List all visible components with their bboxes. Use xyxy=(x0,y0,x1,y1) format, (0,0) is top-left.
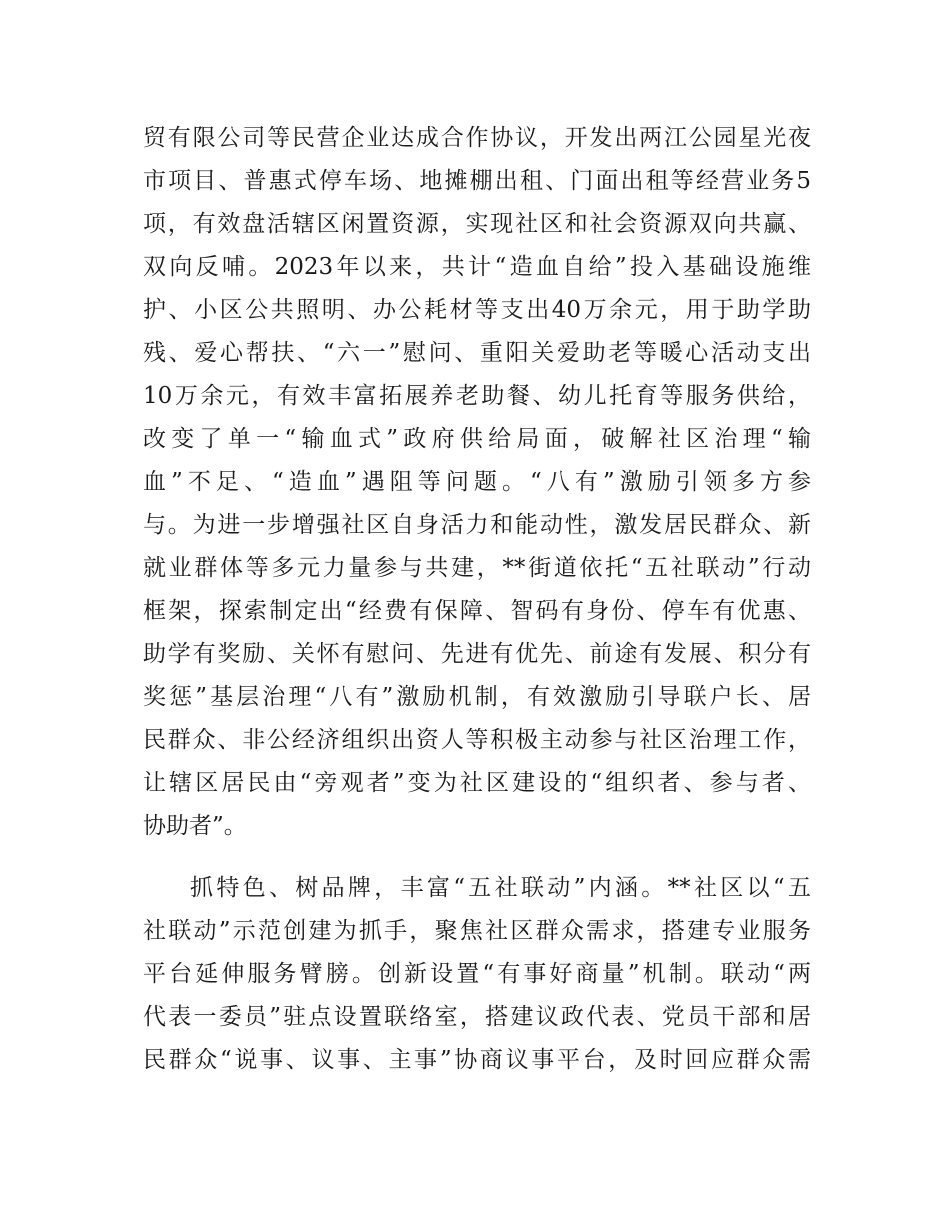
paragraph-1-line: 市项目、普惠式停车场、地摊棚出租、门面出租等经营业务5 xyxy=(143,168,811,194)
paragraph-1-line: 与。为进一步增强社区自身活力和能动性，激发居民群众、新 xyxy=(143,512,811,538)
paragraph-2-line: 抓特色、树品牌，丰富“五社联动”内涵。**社区以“五 xyxy=(190,875,811,901)
paragraph-1-line: 贸有限公司等民营企业达成合作协议，开发出两江公园星光夜 xyxy=(143,125,811,151)
paragraph-1-line: 10万余元，有效丰富拓展养老助餐、幼儿托育等服务供给， xyxy=(143,383,811,409)
paragraph-2-line: 民群众“说事、议事、主事”协商议事平台，及时回应群众需 xyxy=(143,1047,811,1073)
paragraph-1-line: 协助者”。 xyxy=(143,813,247,839)
paragraph-1-line: 就业群体等多元力量参与共建，**街道依托“五社联动”行动 xyxy=(143,555,811,581)
paragraph-2-line: 社联动”示范创建为抓手，聚焦社区群众需求，搭建专业服务 xyxy=(143,918,811,944)
paragraph-1-line: 框架，探索制定出“经费有保障、智码有身份、停车有优惠、 xyxy=(143,598,811,624)
paragraph-1-line: 护、小区公共照明、办公耗材等支出40万余元，用于助学助 xyxy=(143,297,811,323)
paragraph-2-line: 代表一委员”驻点设置联络室，搭建议政代表、党员干部和居 xyxy=(143,1004,811,1030)
paragraph-1-line: 让辖区居民由“旁观者”变为社区建设的“组织者、参与者、 xyxy=(143,770,811,796)
paragraph-1-line: 项，有效盘活辖区闲置资源，实现社区和社会资源双向共赢、 xyxy=(143,211,811,237)
paragraph-2-line: 平台延伸服务臂膀。创新设置“有事好商量”机制。联动“两 xyxy=(143,961,811,987)
paragraph-1-line: 助学有奖励、关怀有慰问、先进有优先、前途有发展、积分有 xyxy=(143,641,811,667)
paragraph-1-line: 民群众、非公经济组织出资人等积极主动参与社区治理工作， xyxy=(143,727,811,753)
paragraph-1-line: 双向反哺。2023年以来，共计“造血自给”投入基础设施维 xyxy=(143,254,811,280)
paragraph-1-line: 奖惩”基层治理“八有”激励机制，有效激励引导联户长、居 xyxy=(143,684,811,710)
paragraph-1-line: 血”不足、“造血”遇阻等问题。“八有”激励引领多方参 xyxy=(143,469,811,495)
paragraph-1-line: 残、爱心帮扶、“六一”慰问、重阳关爱助老等暖心活动支出 xyxy=(143,340,811,366)
paragraph-1-line: 改变了单一“输血式”政府供给局面，破解社区治理“输 xyxy=(143,426,811,452)
